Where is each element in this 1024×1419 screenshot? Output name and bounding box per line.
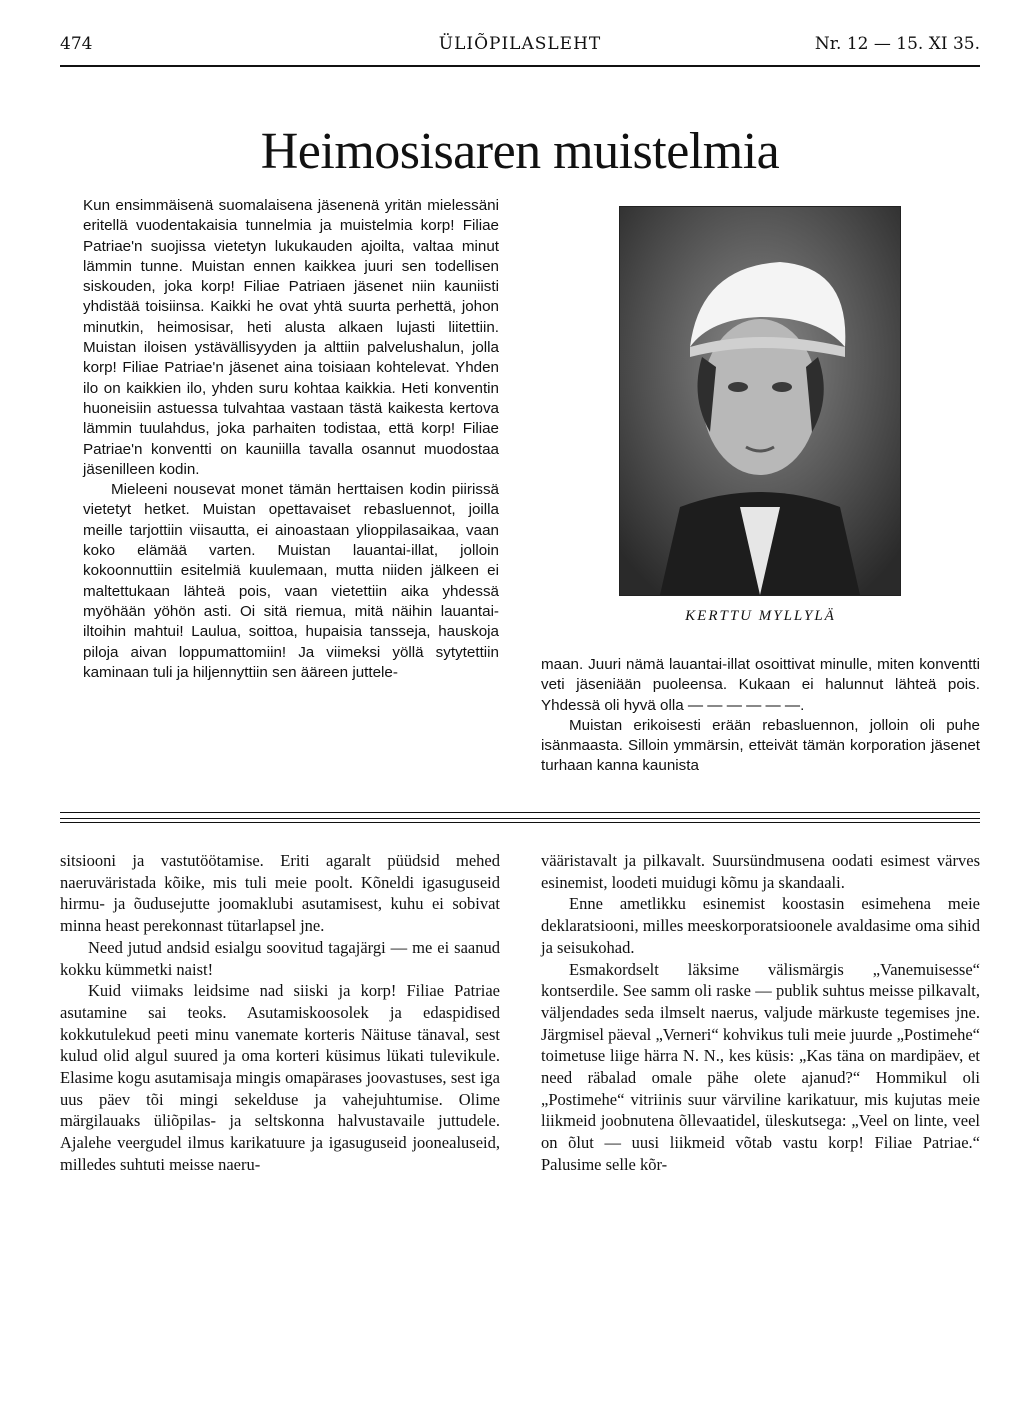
section-divider — [60, 812, 980, 813]
paragraph: vääristavalt ja pilkavalt. Suursündmusena oodati esimest värves esinemist, loodeti muidugi kõmu ja skandaali. — [541, 851, 980, 892]
section-divider — [60, 818, 980, 819]
estonian-column-right — [541, 850, 980, 1176]
paragraph: Mieleeni nousevat monet tämän herttaisen kodin piirissä vietetyt hetket. Muistan opettavaiset rebasluennot, joilla meille tarjottiin viisautta, ei ainoastaan ylioppilasaikaa, vaan koko elämää varten. Muistan lauantai-illat, jolloin kokoonnuttiin esitelmiä kuulemaan, mutta niiden jälkeen ei maltettukaan lähteä pois, vaan vietettiin aika yhdessä myöhään yöhön asti. Oi sitä riemua, mitä näihin lauantai-iltoihin mahtui! Laulua, soittoa, hupaisia tansseja, hauskoja piloja aivan loppumattomiin! Ja viimeksi yöllä sytytettiin kaminaan tuli ja hiljennyttiin sen ääreen juttele- — [83, 481, 499, 681]
finnish-column-right — [541, 655, 980, 777]
page-header — [60, 34, 980, 64]
paragraph: Muistan erikoisesti erään rebasluennon, jolloin oli puhe isänmaasta. Silloin ymmärsin, etteivät tämän korporation jäsenet turhaan kanna kaunista — [541, 716, 980, 775]
page-number: 474 — [60, 34, 93, 54]
article-title: Heimosisaren muistelmia — [260, 123, 780, 180]
paragraph: Esmakordselt läksime välismärgis „Vanemuisesse“ kontserdile. See samm oli raske — publik suhtus meisse pilkavalt, väljendades seda ilmselt naerus, valjude märkuste tegemises jne. Järgmisel päeval „Verneri“ kohvikus tuli meie juurde „Postimehe“ toimetuse liige härra N. N., kes küsis: „Kas täna on mardipäev, et need räbalad omale pähe olete ajanud?“ Hommikul oli „Postimehe“ vitriinis suur värviline karikatuur, mis kujutas meie liikmeid joobnutena õllevaatidel, üleskutsega: „Veel on linte, veel on õlut — uusi liikmeid võtab vastu korp! Filiae Patriae.“ Palusime selle kõr- — [541, 959, 980, 1174]
paragraph: Kuid viimaks leidsime nad siiski ja korp! Filiae Patriae asutamine sai teoks. Asutamiskoosolek ja edaspidised kokkutulekud peeti minu vanemate korteris Näituse tänaval, sest kulud olid algul suured ja oma korteri küsimus lükati tulevikule. Elasime kogu asutamisaja mingis omapärases joovastuses, sest iga uus päev tõi mingi sekelduse ja vahejuhtumise. Olime märgilauaks üliõpilas- ja seltskonna halvustavaile juttudele. Ajalehe veergudel ilmus karikatuure ja igasuguseid joonealuseid, milledes suhtuti meisse naeru- — [60, 981, 500, 1174]
portrait-photo — [619, 206, 901, 596]
paragraph: sitsiooni ja vastutöötamise. Eriti agaralt püüdsid mehed naeruväristada kõike, mis tuli meie poolt. Kõneldi igasuguseid hirmu- ja õudusejutte joomaklubi asutamisest, kuhu ei sobivat minna heast perekonnast tütarlapsel jne. — [60, 851, 500, 936]
issue-info: Nr. 12 — 15. XI 35. — [814, 34, 980, 54]
estonian-column-left — [60, 850, 500, 1176]
finnish-column-left — [83, 196, 499, 683]
paragraph: Kun ensimmäisenä suomalaisena jäsenenä yritän mielessäni eritellä vuodentakaisia tunnelmia ja muistelmia korp! Filiae Patriae'n suojissa vietetyn lukukauden ajoilta, valtaa minut lämmin tunne. Muistan ennen kaikkea juuri sen todellisen siskouden, joka korp! Filiae Patriaen jäsenet niin kauniisti yhdistää toisiinsa. Kaikki he ovat yhtä suurta perhettä, johon minutkin, heimosisar, heti alusta alkaen lujasti liitettiin. Muistan iloisen ystävällisyyden ja alttiin palvelushalun, jolla korp! Filiae Patriae'n jäsenet aina toisiaan kohtelevat. Yhden ilo on kaikkien ilo, yhden suru kohtaa kaikkia. Heti konventin huoneisiin astuessa tulvahtaa vastaan tästä kaikesta kertova lämmin tuulahdus, joka parhaiten todistaa, että korp! Filiae Patriae'n konventti on kauniilla tavalla osannut muodostaa jäsenilleen kodin. — [83, 197, 499, 478]
header-rule — [60, 65, 980, 67]
paragraph: Need jutud andsid esialgu soovitud tagajärgi — me ei saanud kokku kümmetki naist! — [60, 937, 500, 979]
publication-title: ÜLIÕPILASLEHT — [438, 34, 602, 54]
section-divider — [60, 822, 980, 823]
paragraph: Enne ametlikku esinemist koostasin esimehena meie deklaratsiooni, milles meeskorporatsioonele avaldasime oma sihid ja seisukohad. — [541, 894, 980, 957]
paragraph: maan. Juuri nämä lauantai-illat osoittivat minulle, miten konventti veti jäseniään puoleensa. Kukaan ei halunnut lähteä pois. Yhdessä oli hyvä olla — — — — — —. — [541, 656, 980, 714]
photo-caption: KERTTU MYLLYLÄ — [685, 608, 836, 624]
